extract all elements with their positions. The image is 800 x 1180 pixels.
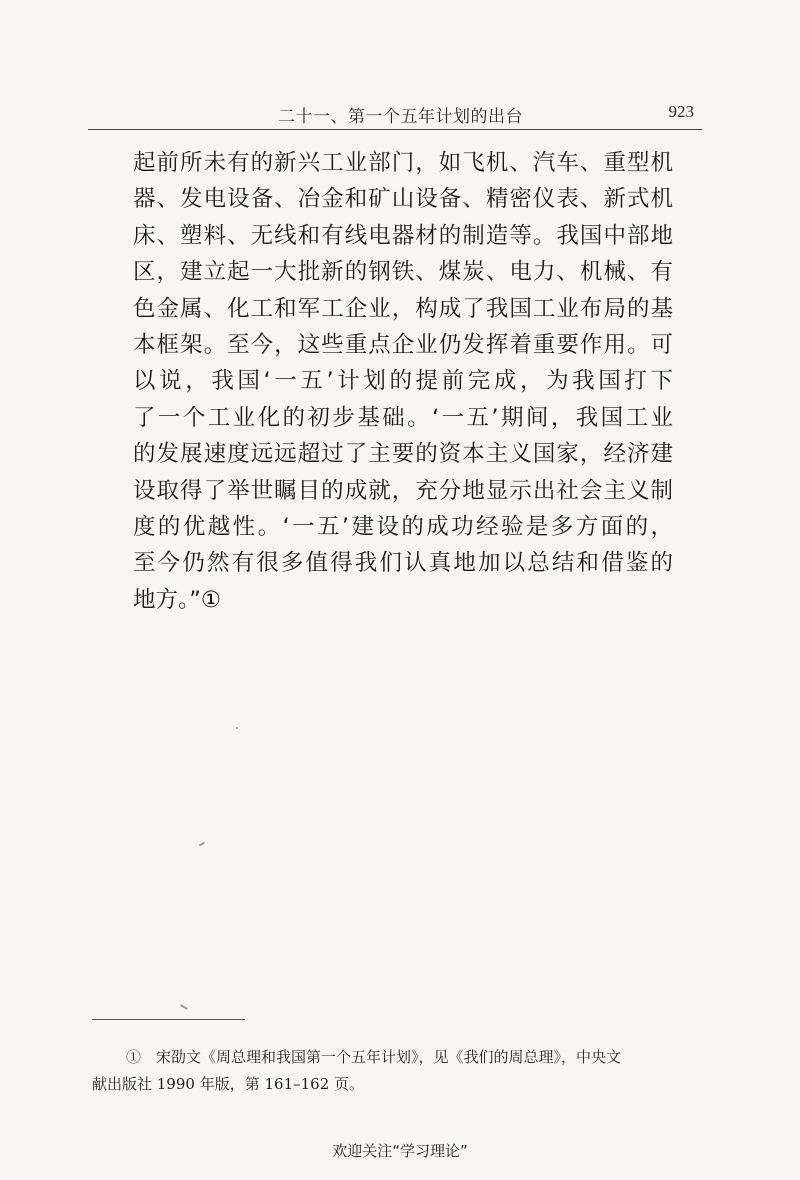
body-paragraph (133, 145, 673, 618)
text-line: 的发展速度远远超过了主要的资本主义国家，经济建 (133, 441, 673, 468)
chapter-title: 二十一、第一个五年计划的出台 (278, 107, 523, 127)
text-line: 色金属、化工和军工企业，构成了我国工业布局的基 (133, 295, 673, 322)
running-header (88, 98, 700, 126)
text-line: 度的优越性。‘一五’建设的成功经验是多方面的， (133, 514, 673, 541)
text-line: 本框架。至今，这些重点企业仍发挥着重要作用。可 (133, 332, 673, 359)
text-line: 床、塑料、无线和有线电器材的制造等。我国中部地 (133, 222, 673, 249)
footnote-line: 献出版社 1990 年版，第 161–162 页。 (92, 1075, 365, 1093)
page-number: 923 (668, 102, 694, 121)
footnote-line: ① 宋劭文《周总理和我国第一个五年计划》，见《我们的周总理》，中央文 (126, 1048, 622, 1066)
scan-speck (236, 727, 238, 729)
text-line: 起前所未有的新兴工业部门，如飞机、汽车、重型机 (133, 150, 673, 176)
text-line: 以说，我国‘一五’计划的提前完成，为我国打下 (133, 368, 673, 395)
text-line: 了一个工业化的初步基础。‘一五’期间，我国工业 (133, 404, 673, 431)
text-line: 地方。”① (133, 586, 222, 613)
text-line: 器、发电设备、冶金和矿山设备、精密仪表、新式机 (133, 186, 673, 213)
text-line: 区，建立起一大批新的钢铁、煤炭、电力、机械、有 (133, 259, 673, 286)
footnote-divider (92, 1019, 245, 1020)
text-line: 至今仍然有很多值得我们认真地加以总结和借鉴的 (133, 550, 673, 577)
footnote (92, 1044, 704, 1098)
watermark-caption: 欢迎关注“学习理论” (332, 1142, 468, 1160)
scan-speck (180, 1004, 188, 1010)
scan-speck (199, 842, 205, 846)
text-line: 设取得了举世瞩目的成就，充分地显示出社会主义制 (133, 477, 673, 504)
header-divider (88, 129, 702, 130)
